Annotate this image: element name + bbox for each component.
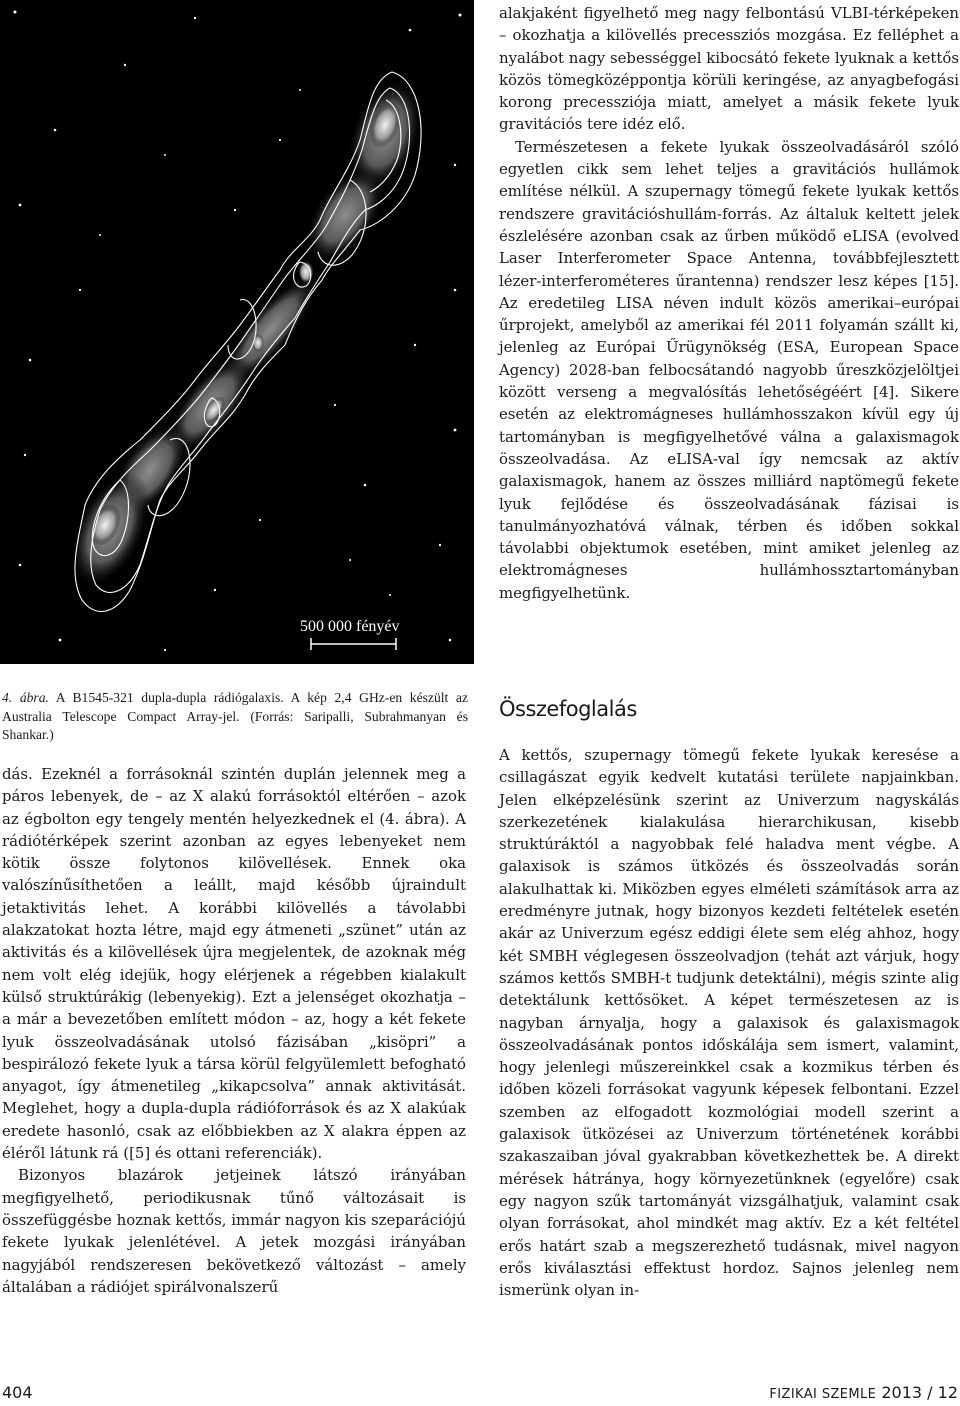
journal-footer — [769, 1383, 958, 1402]
journal-issue: 2013 / 12 — [881, 1383, 958, 1402]
page-number: 404 — [2, 1383, 33, 1402]
paragraph: alakjaként figyelhető meg nagy felbontású VLBI-térképeken – okozhatja a kilövellés precessziós mozgása. Ez felléphet a nyalábot nagy sebességgel kibocsátó fekete lyuknak a kettős közös tömegközéppontja körüli keringése, az anyagbefogási korong precessziója miatt, amelyet a másik fekete lyuk gravitációs tere idéz elő. — [499, 4, 959, 134]
caption-label: 4. ábra. — [2, 690, 49, 705]
scale-label: 500 000 fényév — [300, 618, 400, 635]
paragraph: Természetesen a fekete lyukak összeolvadásáról szóló egyetlen cikk sem lehet teljes a gravitációs hullámok említése nélkül. A szupernagy tömegű fekete lyukak kettős rendszere gravitációshullám-forrás. Az általuk keltett jelek észlelésére azonban csak az űrben működő eLISA (evolved Laser Interferometer Space Antenna, továbbfejlesztett lézer-interferométeres űrantenna) rendszer lesz képes [15]. Az eredetileg LISA néven indult közös amerikai–európai űrprojekt, amelyből az amerikai fél 2011 folyamán szállt ki, jelenleg az Európai Űrügynökség (ESA, European Space Agency) 2028-ban felbocsátandó nagyobb űreszközjelöltjei között verseng a megvalósítás lehetőségéért [4]. Sikere esetén az elektromágneses hullámhosszakon kívül egy új tartományban is megfigyelhetővé válna a galaxismagok összeolvadása. Az eLISA-val így nemcsak az aktív galaxismagok, hanem az összes milliárd naptömegű fekete lyuk fejlődése és összeolvadásának fázisai is tanulmányozhatóvá válnak, térben és időben sokkal távolabbi objektumok esetében, mint amiket jelenleg az elektromágneses hullámhossztartományban megfigyelhetünk. — [499, 137, 959, 602]
scale-bar — [311, 638, 396, 650]
summary-text — [499, 744, 959, 1301]
paragraph: A kettős, szupernagy tömegű fekete lyukak keresése a csillagászat egyik kedvelt kutatási területe napjainkban. Jelen elképzelésünk szerint az Univerzum nagyskálás szerkezetének kialakulása hierarchikusan, kisebb struktúráktól a nagyobbak felé haladva ment végbe. A galaxisok is számos ütközés és összeolvadás során alakulhattak ki. Miközben egyes elméleti számítások arra az eredményre jutnak, hogy bizonyos kezdeti feltételek esetén akár az Univerzum egész eddigi élete sem elég ahhoz, hogy két SMBH véglegesen összeolvadjon (tehát azt várjuk, hogy számos kettős SMBH-t tudjunk detektálni), mégis szinte alig detektálunk kettősöket. A képet természetesen az is nagyban árnyalja, hogy a galaxisok és galaxismagok összeolvadásának pontos időskálája sem ismert, valamint, hogy jelenlegi műszereinkkel csak a kozmikus térben és időben közeli forrásokat vagyunk képesek felbontani. Ezzel szemben az elfogadott kozmológiai modell szerint a galaxisok ütközései az Univerzum történetének korábbi szakaszaiban jóval gyakrabban következhettek be. A direkt mérések hátránya, hogy környezetünknek (egyelőre) csak egy nagyon szűk tartományát vizsgálhatjuk, valamint csak olyan forrásokat, ahol mindkét mag aktív. Ez a két feltétel erős határt szab a megszerezhető tudásnak, mivel nagyon erős kiválasztási effektust hordoz. Sajnos jelenleg nem ismerünk olyan in- — [499, 746, 959, 1300]
journal-name: FIZIKAI SZEMLE — [769, 1387, 877, 1402]
right-column-text — [499, 2, 959, 604]
radio-galaxy-figure — [0, 0, 474, 664]
radio-galaxy-image — [0, 0, 474, 664]
caption-text: A B1545-321 dupla-dupla rádiógalaxis. A kép 2,4 GHz-en készült az Australia Telescope Compact Array-jel. (Forrás: Saripalli, Subrahmanyan és Shankar.) — [2, 690, 468, 742]
figure-caption — [2, 689, 468, 745]
paragraph: Bizonyos blazárok jetjeinek látszó irányában megfigyelhető, periodikusnak tűnő változásait is összefüggésbe hoznak kettős, immár nagyon kis szeparációjú fekete lyukak jelenlétével. A jetek mozgási irányában nagyjából rendszeresen bekövetkező változást – amely általában a rádiójet spirálvonalszerű — [2, 1166, 466, 1296]
left-column-text — [2, 763, 466, 1298]
section-heading: Összefoglalás — [499, 697, 637, 721]
paragraph: dás. Ezeknél a forrásoknál szintén duplán jelennek meg a páros lebenyek, de – az X alakú forrásoktól eltérően – azok az égbolton egy tengely mentén helyezkednek el (4. ábra). A rádiótérképek szerint azonban az egyes lebenyeket nem kötik össze folytonos kilövellések. Ennek oka valószínűsíthetően a leállt, majd később újraindult jetaktivitás lehet. A korábbi kilövellés a távolabbi alakzatokat hozta létre, majd egy átmeneti „szünet” után az aktivitás és a kilövellések újra megjelentek, de azoknak még nem volt elég idejük, hogy elérjenek a régebben kialakult külső struktúrákig (lebenyekig). Ezt a jelenséget okozhatja – a már a bevezetőben említett módon – az, hogy a két fekete lyuk összeolvadásának utolsó fázisában „kisöpri” a bespirálozó fekete lyuk a társa körül felgyülemlett befogható anyagot, így átmenetileg „kikapcsolva” annak aktivitását. Meglehet, hogy a dupla-dupla rádióforrások és az X alakúak eredete hasonló, csak az előbbiekben az X alakra éppen az éléről látunk rá ([5] és ottani referenciák). — [2, 765, 466, 1163]
